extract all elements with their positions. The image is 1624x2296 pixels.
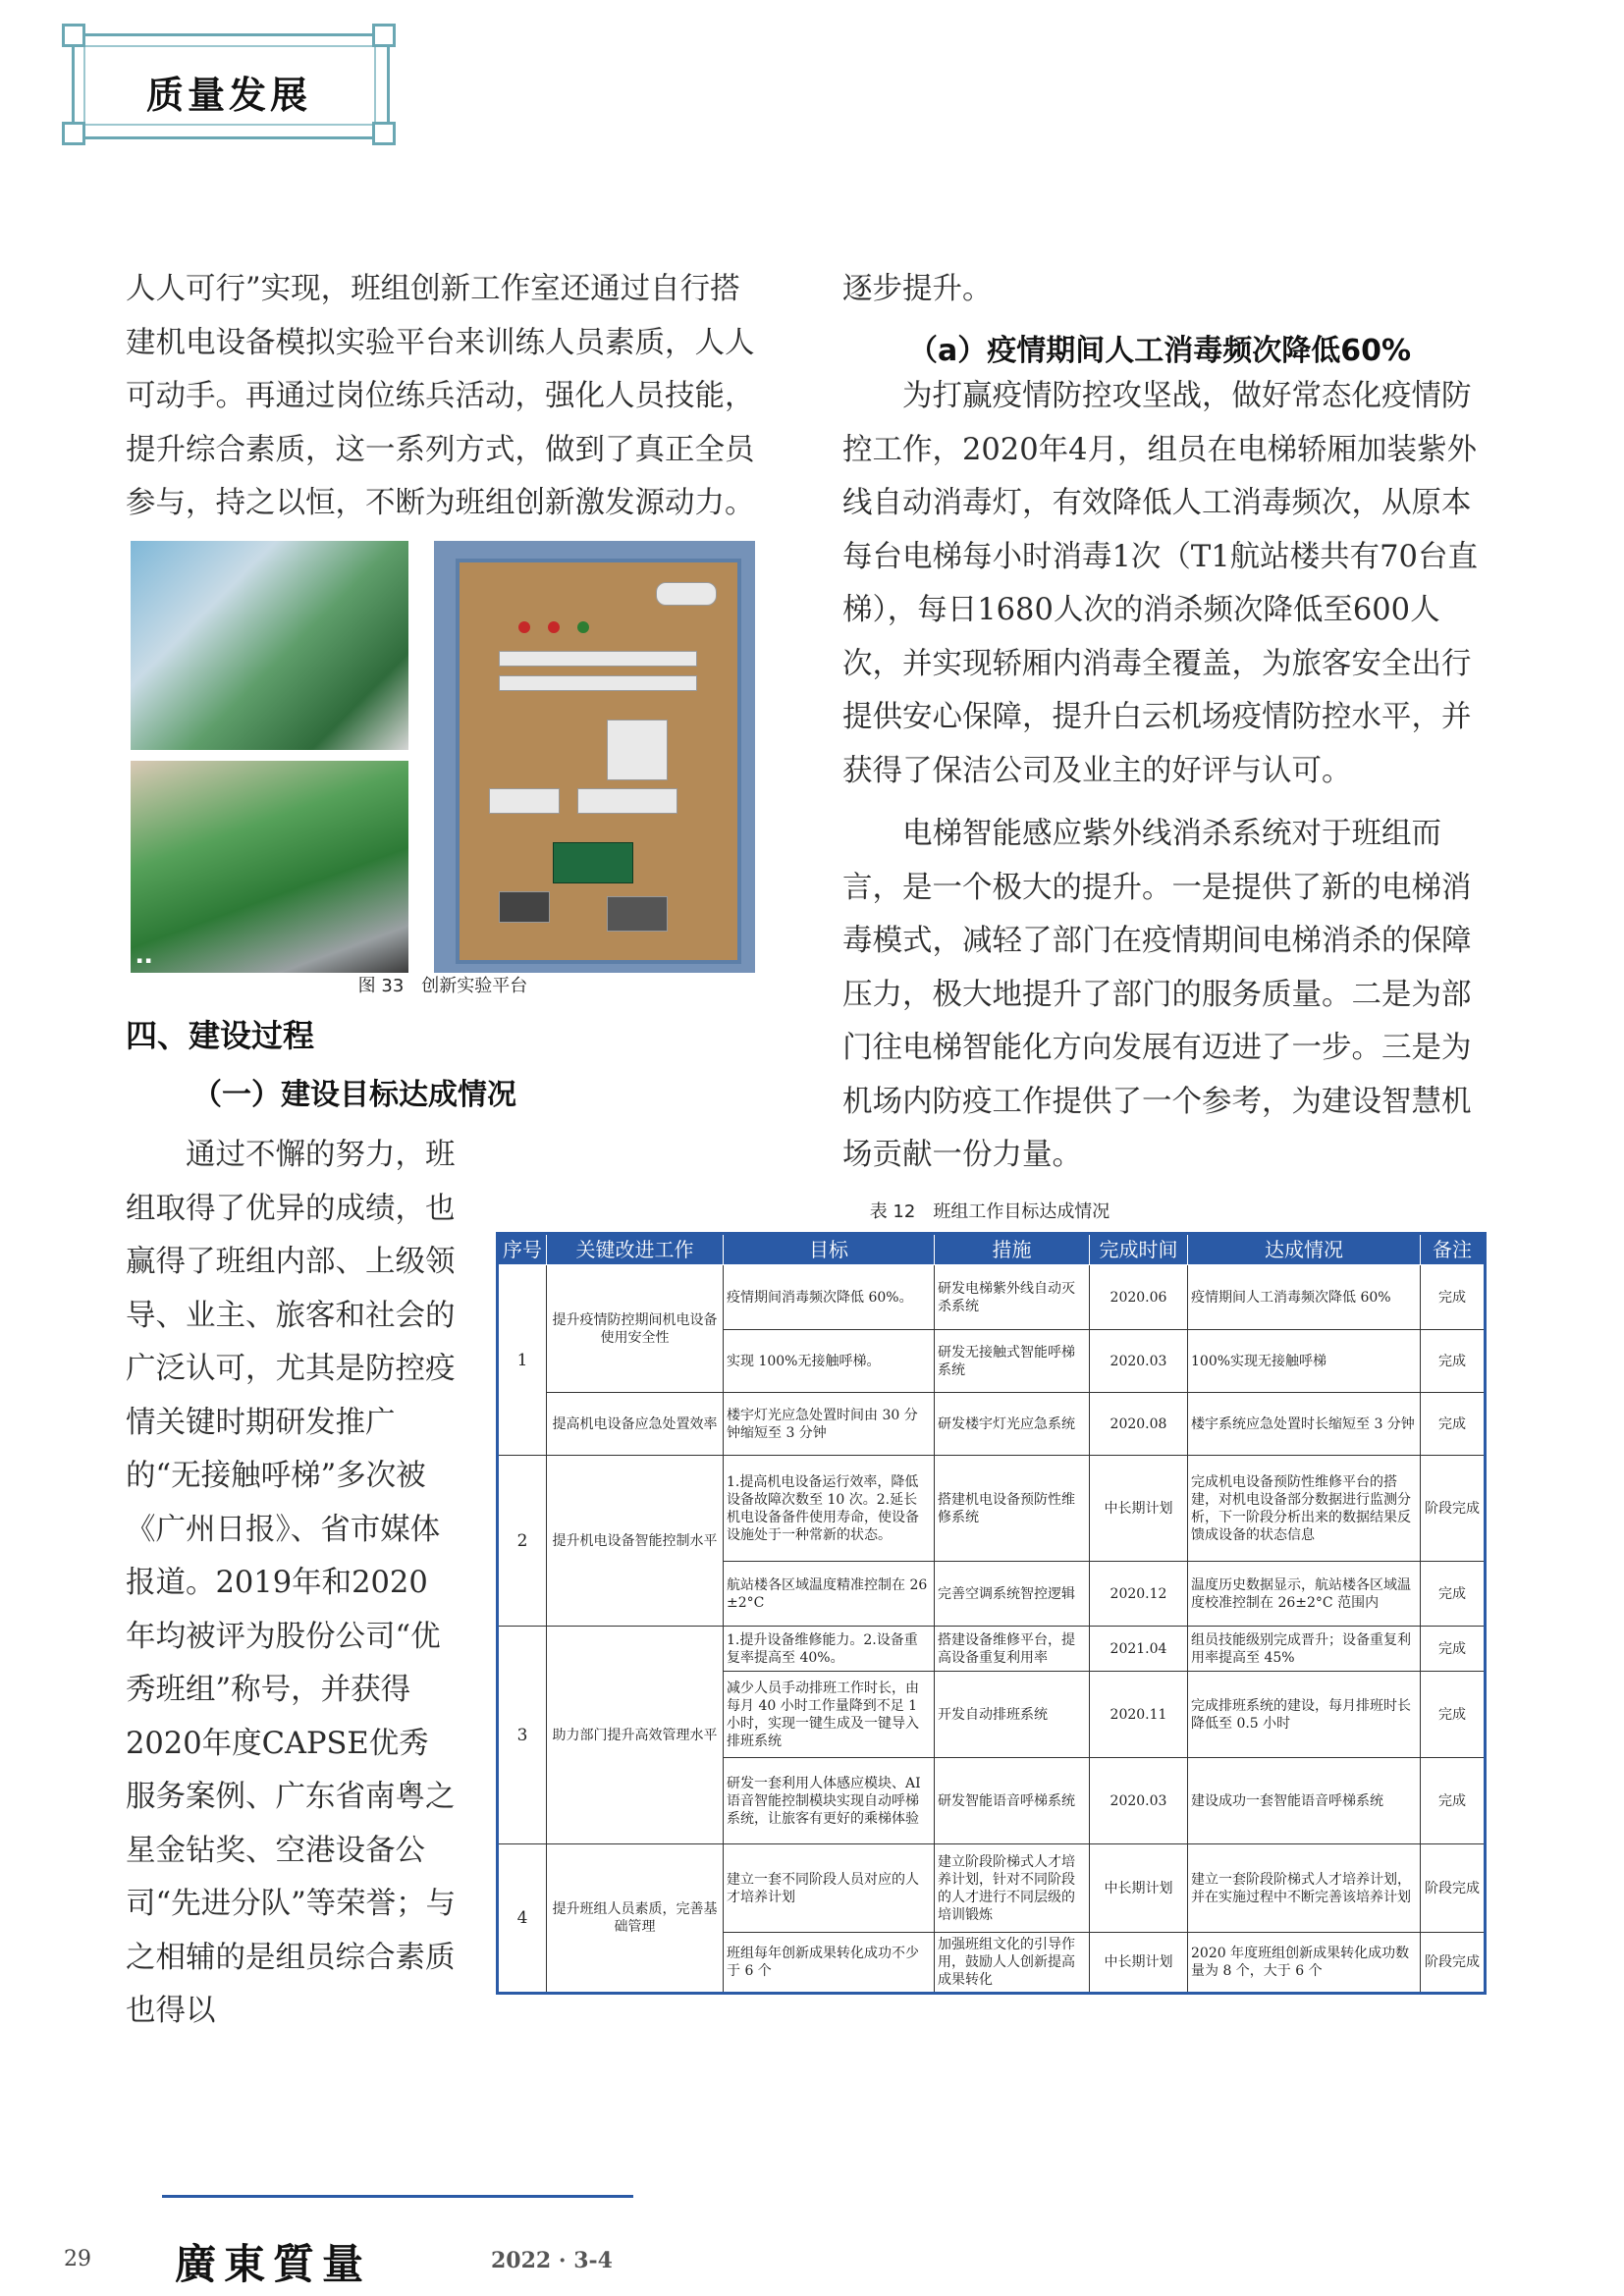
photo-control-panel bbox=[434, 541, 755, 973]
section-header bbox=[62, 24, 396, 145]
issue-number: 2022 · 3-4 bbox=[491, 2248, 613, 2273]
measure: 完善空调系统智控逻辑 bbox=[935, 1562, 1090, 1627]
key-work: 助力部门提升高效管理水平 bbox=[547, 1627, 724, 1844]
subheading-a: （a）疫情期间人工消毒频次降低60% bbox=[908, 334, 1412, 368]
result: 建设成功一套智能语音呼梯系统 bbox=[1188, 1758, 1421, 1844]
paragraph: 为打赢疫情防控攻坚战，做好常态化疫情防控工作，2020年4月，组员在电梯轿厢加装紫外线自动消毒灯，有效降低人工消毒频次，从原本每台电梯每小时消毒1次（T1航站楼共有70台直梯），每日1680人次的消杀频次降低至600人次，并实现轿厢内消毒全覆盖，为旅客安全出行提供安心保障，提升白云机场疫情防控水平，并获得了保洁公司及业主的好评与认可。 bbox=[842, 379, 1478, 788]
paragraph: 人人可行”实现，班组创新工作室还通过自行搭建机电设备模拟实验平台来训练人员素质，人人可动手。再通过岗位练兵活动，强化人员技能，提升综合素质，这一系列方式，做到了真正全员参与，持之以恒，不断为班组创新激发源动力。 bbox=[126, 272, 755, 520]
paragraph: 通过不懈的努力，班组取得了优异的成绩，也赢得了班组内部、上级领导、业主、旅客和社会的广泛认可，尤其是防控疫情关键时期研发推广的“无接触呼梯”多次被《广州日报》、省市媒体报道。2019年和2020年均被评为股份公司“优秀班组”称号，并获得2020年度CAPSE优秀服务案例、广东省南粤之星金钻奖、空港设备公司“先进分队”等荣誉；与之相辅的是组员综合素质也得以 bbox=[126, 1138, 457, 2028]
row-number: 4 bbox=[498, 1844, 547, 1994]
result: 疫情期间人工消毒频次降低 60% bbox=[1188, 1265, 1421, 1330]
note: 阶段完成 bbox=[1421, 1933, 1486, 1994]
key-work: 提高机电设备应急处置效率 bbox=[547, 1393, 724, 1456]
table-caption: 表 12 班组工作目标达成情况 bbox=[869, 1201, 1110, 1222]
measure: 研发无接触式智能呼梯系统 bbox=[935, 1330, 1090, 1393]
subsection-heading: （一）建设目标达成情况 bbox=[192, 1078, 516, 1112]
measure: 研发智能语音呼梯系统 bbox=[935, 1758, 1090, 1844]
section-heading: 四、建设过程 bbox=[126, 1017, 315, 1054]
measure: 建立阶段阶梯式人才培养计划，针对不同阶段的人才进行不同层级的培训锻炼 bbox=[935, 1844, 1090, 1933]
column-header: 目标 bbox=[724, 1234, 935, 1265]
photo-workshop-class bbox=[131, 761, 408, 973]
goal: 1.提升设备维修能力。2.设备重复率提高至 40%。 bbox=[724, 1627, 935, 1672]
goal: 1.提高机电设备运行效率，降低设备故障次数至 10 次。2.延长机电设备备件使用寿命，使设备设施处于一种常新的状态。 bbox=[724, 1456, 935, 1562]
measure: 研发电梯紫外线自动灭杀系统 bbox=[935, 1265, 1090, 1330]
column-header: 达成情况 bbox=[1188, 1234, 1421, 1265]
column-header: 关键改进工作 bbox=[547, 1234, 724, 1265]
table-row bbox=[498, 1265, 1486, 1330]
column-header: 措施 bbox=[935, 1234, 1090, 1265]
finish-time: 2020.12 bbox=[1090, 1562, 1188, 1627]
header-corner bbox=[62, 24, 85, 47]
left-column-bottom bbox=[126, 1129, 458, 2039]
goal: 研发一套利用人体感应模块、AI 语音智能控制模块实现自动呼梯系统，让旅客有更好的乘梯体验 bbox=[724, 1758, 935, 1844]
result: 100%实现无接触呼梯 bbox=[1188, 1330, 1421, 1393]
row-number: 2 bbox=[498, 1456, 547, 1627]
right-column bbox=[842, 263, 1490, 1183]
note: 完成 bbox=[1421, 1672, 1486, 1758]
note: 完成 bbox=[1421, 1627, 1486, 1672]
paragraph: 电梯智能感应紫外线消杀系统对于班组而言，是一个极大的提升。一是提供了新的电梯消毒模式，减轻了部门在疫情期间电梯消杀的保障压力，极大地提升了部门的服务质量。二是为部门往电梯智能化方向发展有迈进了一步。三是为机场内防疫工作提供了一个参考，为建设智慧机场贡献一份力量。 bbox=[842, 817, 1472, 1172]
column-header: 完成时间 bbox=[1090, 1234, 1188, 1265]
result: 组员技能级别完成晋升；设备重复利用率提高至 45% bbox=[1188, 1627, 1421, 1672]
finish-time: 中长期计划 bbox=[1090, 1456, 1188, 1562]
measure: 开发自动排班系统 bbox=[935, 1672, 1090, 1758]
section-title: 质量发展 bbox=[145, 74, 311, 117]
note: 完成 bbox=[1421, 1562, 1486, 1627]
note: 完成 bbox=[1421, 1330, 1486, 1393]
table-row bbox=[498, 1844, 1486, 1933]
header-corner bbox=[62, 122, 85, 145]
goal: 疫情期间消毒频次降低 60%。 bbox=[724, 1265, 935, 1330]
finish-time: 中长期计划 bbox=[1090, 1933, 1188, 1994]
goal: 建立一套不同阶段人员对应的人才培养计划 bbox=[724, 1844, 935, 1933]
goal: 班组每年创新成果转化成功不少于 6 个 bbox=[724, 1933, 935, 1994]
left-column-top bbox=[126, 263, 756, 531]
result: 楼宇系统应急处置时长缩短至 3 分钟 bbox=[1188, 1393, 1421, 1456]
note: 阶段完成 bbox=[1421, 1456, 1486, 1562]
note: 完成 bbox=[1421, 1758, 1486, 1844]
finish-time: 2020.03 bbox=[1090, 1330, 1188, 1393]
page-number: 29 bbox=[64, 2247, 91, 2271]
result: 完成排班系统的建设，每月排班时长降低至 0.5 小时 bbox=[1188, 1672, 1421, 1758]
header-corner bbox=[372, 122, 396, 145]
finish-time: 2020.08 bbox=[1090, 1393, 1188, 1456]
goal: 减少人员手动排班工作时长，由每月 40 小时工作量降到不足 1 小时，实现一键生成及一键导入排班系统 bbox=[724, 1672, 935, 1758]
result: 建立一套阶段阶梯式人才培养计划，并在实施过程中不断完善该培养计划 bbox=[1188, 1844, 1421, 1933]
photo-training-lab bbox=[131, 541, 408, 750]
table-row bbox=[498, 1456, 1486, 1562]
measure: 加强班组文化的引导作用，鼓励人人创新提高成果转化 bbox=[935, 1933, 1090, 1994]
finish-time: 2020.11 bbox=[1090, 1672, 1188, 1758]
key-work: 提升机电设备智能控制水平 bbox=[547, 1456, 724, 1627]
figure-caption: 图 33 创新实验平台 bbox=[357, 976, 528, 996]
result: 完成机电设备预防性维修平台的搭建，对机电设备部分数据进行监测分析，下一阶段分析出来的数据结果反馈成设备的状态信息 bbox=[1188, 1456, 1421, 1562]
note: 完成 bbox=[1421, 1393, 1486, 1456]
finish-time: 2020.06 bbox=[1090, 1265, 1188, 1330]
measure: 研发楼宇灯光应急系统 bbox=[935, 1393, 1090, 1456]
table-row bbox=[498, 1393, 1486, 1456]
result: 温度历史数据显示，航站楼各区域温度校准控制在 26±2°C 范围内 bbox=[1188, 1562, 1421, 1627]
panel-board bbox=[456, 559, 741, 964]
goal: 实现 100%无接触呼梯。 bbox=[724, 1330, 935, 1393]
note: 阶段完成 bbox=[1421, 1844, 1486, 1933]
note: 完成 bbox=[1421, 1265, 1486, 1330]
paragraph: 逐步提升。 bbox=[842, 272, 993, 306]
row-number: 1 bbox=[498, 1265, 547, 1456]
camera-watermark-icon: ▪ ▪ bbox=[136, 956, 152, 966]
goal: 航站楼各区域温度精准控制在 26±2°C bbox=[724, 1562, 935, 1627]
key-work: 提升疫情防控期间机电设备使用安全性 bbox=[547, 1265, 724, 1393]
column-header: 序号 bbox=[498, 1234, 547, 1265]
measure: 搭建设备维修平台，提高设备重复利用率 bbox=[935, 1627, 1090, 1672]
key-work: 提升班组人员素质，完善基础管理 bbox=[547, 1844, 724, 1994]
footer-rule bbox=[162, 2195, 633, 2198]
header-corner bbox=[372, 24, 396, 47]
goals-table bbox=[496, 1232, 1487, 1995]
magazine-logo: 廣東質量 bbox=[175, 2240, 372, 2288]
goal: 楼宇灯光应急处置时间由 30 分钟缩短至 3 分钟 bbox=[724, 1393, 935, 1456]
table-row bbox=[498, 1627, 1486, 1672]
finish-time: 中长期计划 bbox=[1090, 1844, 1188, 1933]
result: 2020 年度班组创新成果转化成功数量为 8 个，大于 6 个 bbox=[1188, 1933, 1421, 1994]
measure: 搭建机电设备预防性维修系统 bbox=[935, 1456, 1090, 1562]
finish-time: 2020.03 bbox=[1090, 1758, 1188, 1844]
column-header: 备注 bbox=[1421, 1234, 1486, 1265]
row-number: 3 bbox=[498, 1627, 547, 1844]
finish-time: 2021.04 bbox=[1090, 1627, 1188, 1672]
table-header-row bbox=[498, 1234, 1486, 1265]
figure-photos bbox=[131, 541, 755, 973]
